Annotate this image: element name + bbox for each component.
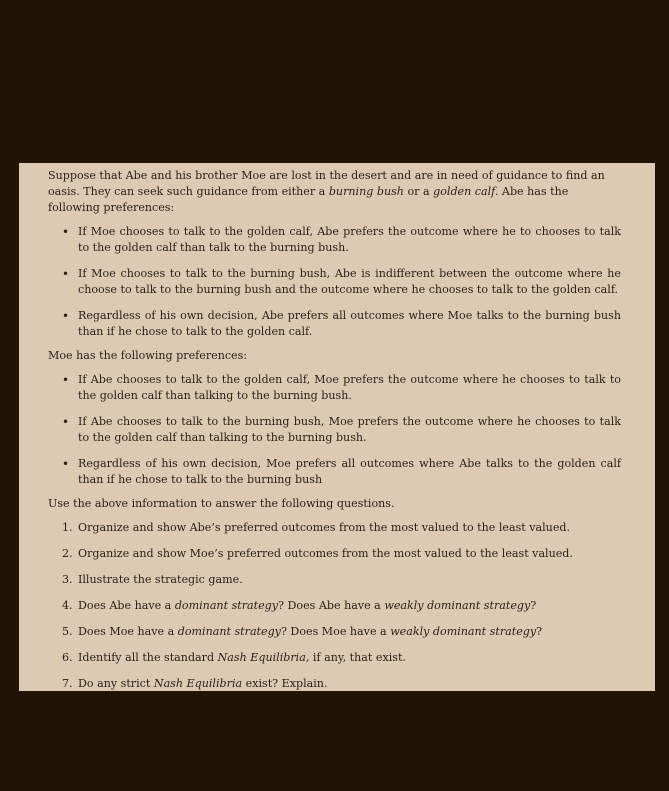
intro-emphasis: burning bush — [328, 185, 404, 198]
question-number: 1. — [62, 521, 73, 534]
question-number: 4. — [62, 599, 73, 612]
question-number: 6. — [62, 651, 73, 664]
moe-heading: Moe has the following preferences: — [48, 349, 248, 362]
question-text: Does Moe have a dominant strategy? Does Moe have a weakly dominant strategy? — [78, 625, 543, 638]
question-item — [62, 546, 621, 562]
document-page — [19, 163, 655, 691]
intro-text: Abe has the following preferences: — [48, 185, 569, 214]
question-text: Illustrate the strategic game. — [78, 573, 243, 586]
question-text: Do any strict Nash Equilibria exist? Explain. — [78, 677, 328, 690]
question-item — [62, 676, 621, 692]
question-text: Does Abe have a dominant strategy? Does Abe have a weakly dominant strategy? — [78, 599, 537, 612]
questions-heading: Use the above information to answer the following questions. — [48, 497, 395, 510]
question-text: Organize and show Abe’s preferred outcomes from the most valued to the least valued. — [78, 521, 571, 534]
question-number: 7. — [62, 677, 73, 690]
question-text: Organize and show Moe’s preferred outcomes from the most valued to the least valued. — [78, 547, 573, 560]
intro-emphasis: golden calf. — [433, 185, 499, 198]
moe-preference-item: • If Abe chooses to talk to the burning bush, Moe prefers the outcome where he chooses to talk to the golden calf than talking to the burning bush. — [78, 414, 621, 446]
question-number: 2. — [62, 547, 73, 560]
abe-preferences-list — [48, 224, 621, 340]
question-number: 5. — [62, 625, 73, 638]
question-item — [62, 572, 621, 588]
intro-text: Suppose that Abe and his brother Moe are lost in the desert and are in need of guidance to find an oasis. They can seek such guidance from either a — [48, 169, 605, 198]
abe-preference-item: • If Moe chooses to talk to the burning bush, Abe is indifferent between the outcome where he choose to talk to the burning bush and the outcome where he chooses to talk to the golden calf. — [78, 266, 621, 298]
question-item — [62, 624, 621, 640]
intro-paragraph — [48, 168, 621, 216]
abe-preference-item: • If Moe chooses to talk to the golden calf, Abe prefers the outcome where he to chooses to talk to the golden calf than talk to the burning bush. — [78, 224, 621, 256]
question-number: 3. — [62, 573, 73, 586]
question-text: Identify all the standard Nash Equilibria, if any, that exist. — [78, 651, 406, 664]
abe-preference-item: • Regardless of his own decision, Abe prefers all outcomes where Moe talks to the burning bush than if he chose to talk to the golden calf. — [78, 308, 621, 340]
moe-preference-item: • Regardless of his own decision, Moe prefers all outcomes where Abe talks to the golden calf than if he chose to talk to the burning bush — [78, 456, 621, 488]
moe-preferences-list — [48, 372, 621, 488]
question-item — [62, 650, 621, 666]
questions-list — [48, 520, 621, 692]
question-item — [62, 520, 621, 536]
intro-text: or a — [403, 185, 434, 198]
question-item — [62, 598, 621, 614]
moe-preference-item: • If Abe chooses to talk to the golden calf, Moe prefers the outcome where he chooses to talk to the golden calf than talking to the burning bush. — [78, 372, 621, 404]
